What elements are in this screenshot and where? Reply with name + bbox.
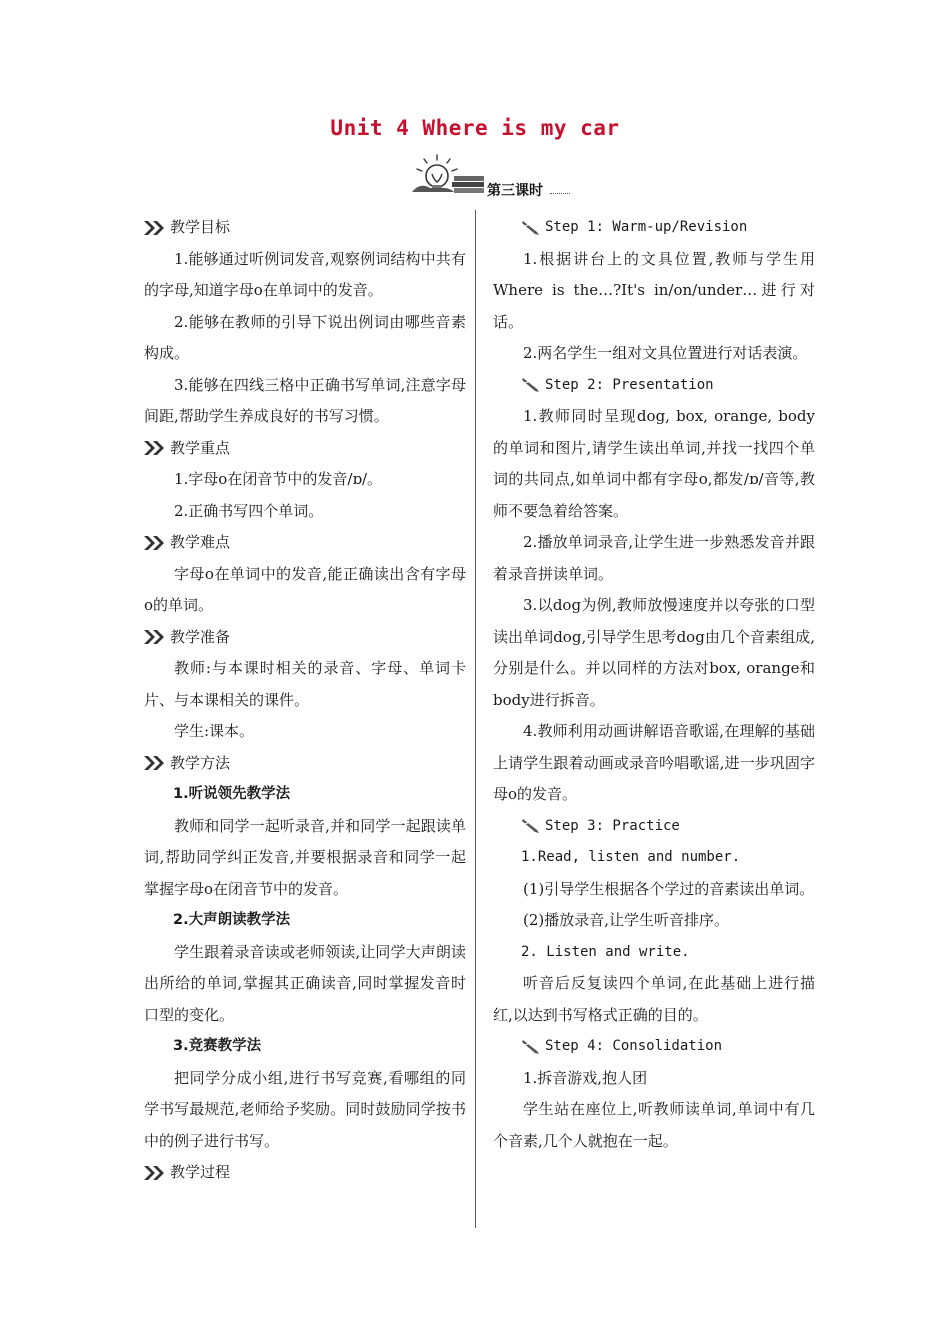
left-column xyxy=(144,212,466,1189)
paragraph: (2)播放录音,让学生听音排序。 xyxy=(523,911,730,929)
double-chevron-icon xyxy=(144,630,168,644)
double-chevron-icon xyxy=(144,1166,168,1180)
section-teaching-goals xyxy=(144,212,466,244)
paragraph: 1.字母o在闭音节中的发音/ɒ/。 xyxy=(174,470,383,488)
lightbulb-icon xyxy=(410,154,486,196)
lesson-label: 第三课时 xyxy=(487,183,543,199)
paragraph: 3.以dog为例,教师放慢速度并以夸张的口型读出单词dog,引导学生思考dog由几个音素组成,分别是什么。并以同样的方法对box, orange和body进行拆音。 xyxy=(493,596,815,709)
step-heading: Step 1: Warm-up/Revision xyxy=(493,212,815,244)
section-key-points xyxy=(144,433,466,465)
paragraph: 听音后反复读四个单词,在此基础上进行描红,以达到书写格式正确的目的。 xyxy=(493,974,815,1024)
pen-icon xyxy=(521,377,541,393)
section-heading: 教学难点 xyxy=(170,533,231,551)
step-heading: Step 2: Presentation xyxy=(493,370,815,402)
lesson-badge xyxy=(410,154,580,199)
double-chevron-icon xyxy=(144,536,168,550)
pen-icon xyxy=(521,220,541,236)
paragraph: 2.播放单词录音,让学生进一步熟悉发音并跟着录音拼读单词。 xyxy=(493,533,815,583)
double-chevron-icon xyxy=(144,221,168,235)
paragraph: 2. Listen and write. xyxy=(521,943,690,960)
section-heading: 教学准备 xyxy=(170,627,231,646)
double-chevron-icon xyxy=(144,756,168,770)
paragraph: 教师和同学一起听录音,并和同学一起跟读单词,帮助同学纠正发音,并要根据录音和同学一起掌握字母o在闭音节中的发音。 xyxy=(144,816,466,898)
section-heading: 教学目标 xyxy=(170,218,231,236)
paragraph: 1.拆音游戏,抱人团 xyxy=(523,1068,648,1087)
paragraph: 3.能够在四线三格中正确书写单词,注意字母间距,帮助学生养成良好的书写习惯。 xyxy=(144,375,466,425)
section-difficulties xyxy=(144,527,466,559)
section-methods xyxy=(144,748,466,780)
paragraph: 1.教师同时呈现dog, box, orange, body的单词和图片,请学生读出单词,并找一找四个单词的共同点,如单词中都有字母o,都发/ɒ/音等,教师不要急着给答案。 xyxy=(493,407,815,520)
double-chevron-icon xyxy=(144,441,168,455)
step-heading: Step 4: Consolidation xyxy=(493,1031,815,1063)
paragraph: 学生站在座位上,听教师读单词,单词中有几个音素,几个人就抱在一起。 xyxy=(493,1100,815,1150)
paragraph: 字母o在单词中的发音,能正确读出含有字母o的单词。 xyxy=(144,564,466,614)
section-heading: 教学方法 xyxy=(170,753,231,772)
paragraph: 2.正确书写四个单词。 xyxy=(174,501,324,520)
section-heading: 教学过程 xyxy=(170,1163,231,1181)
paragraph: 1.Read, listen and number. xyxy=(521,849,741,865)
method-title: 1.听说领先教学法 xyxy=(173,786,291,802)
section-heading: 教学重点 xyxy=(170,438,231,457)
paragraph: (1)引导学生根据各个学过的音素读出单词。 xyxy=(523,879,815,898)
paragraph: 1.根据讲台上的文具位置,教师与学生用Where is the…?It's in/on/under…进行对话。 xyxy=(493,249,815,331)
page-title: Unit 4 Where is my car xyxy=(330,116,620,140)
pen-icon xyxy=(521,1039,541,1055)
paragraph: 2.两名学生一组对文具位置进行对话表演。 xyxy=(523,344,808,362)
lesson-underline xyxy=(550,193,570,194)
paragraph: 把同学分成小组,进行书写竞赛,看哪组的同学书写最规范,老师给予奖励。同时鼓励同学按书中的例子进行书写。 xyxy=(144,1068,466,1150)
method-title: 2.大声朗读教学法 xyxy=(173,912,291,928)
method-title: 3.竞赛教学法 xyxy=(173,1038,262,1054)
right-column xyxy=(493,212,815,1157)
paragraph: 2.能够在教师的引导下说出例词由哪些音素构成。 xyxy=(144,312,466,362)
section-preparation xyxy=(144,622,466,654)
column-divider xyxy=(475,210,476,1228)
paragraph: 学生跟着录音读或老师领读,让同学大声朗读出所给的单词,掌握其正确读音,同时掌握发音时口型的变化。 xyxy=(144,942,466,1024)
paragraph: 教师:与本课时相关的录音、字母、单词卡片、与本课相关的课件。 xyxy=(144,659,466,709)
pen-icon xyxy=(521,818,541,834)
paragraph: 4.教师利用动画讲解语音歌谣,在理解的基础上请学生跟着动画或录音吟唱歌谣,进一步巩固字母o的发音。 xyxy=(493,722,815,803)
paragraph: 学生:课本。 xyxy=(174,722,255,740)
paragraph: 1.能够通过听例词发音,观察例词结构中共有的字母,知道字母o在单词中的发音。 xyxy=(144,249,466,299)
step-heading: Step 3: Practice xyxy=(493,811,815,843)
section-process xyxy=(144,1157,466,1189)
